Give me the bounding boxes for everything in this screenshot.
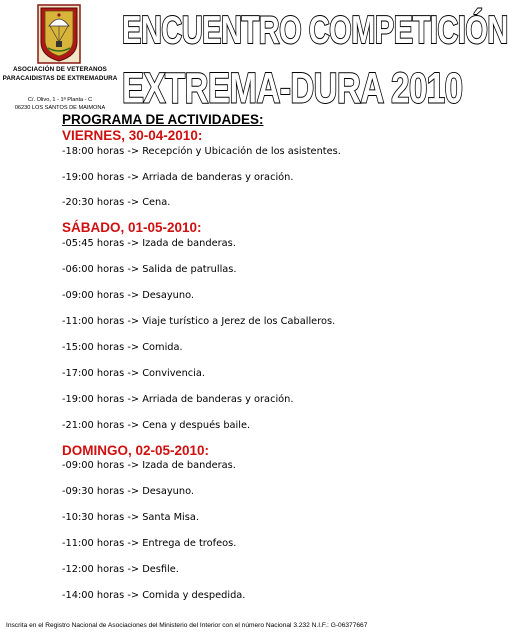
- organization-address: [0, 97, 120, 113]
- program-title: PROGRAMA DE ACTIVIDADES:: [62, 112, 264, 127]
- day-title-domingo: DOMINGO, 02-05-2010:: [62, 443, 210, 458]
- schedule-entry: -12:00 horas -> Desfile.: [62, 564, 179, 575]
- schedule-entry: -21:00 horas -> Cena y después baile.: [62, 420, 251, 431]
- event-title-line2: EXTREMA-DURA 2010: [122, 63, 463, 112]
- schedule-entry: -18:00 horas -> Recepción y Ubicación de los asistentes.: [62, 146, 341, 157]
- schedule-entry: -11:00 horas -> Entrega de trofeos.: [62, 538, 237, 549]
- address-line1: C/. Olivo, 1 - 1ª Planta - C: [27, 97, 93, 103]
- schedule-entry: -19:00 horas -> Arriada de banderas y oración.: [62, 172, 294, 183]
- organization-name-line1: ASOCIACIÓN DE VETERANOS: [13, 66, 107, 73]
- day-title-sabado: SÁBADO, 01-05-2010:: [62, 220, 202, 235]
- schedule-entry: -05:45 horas -> Izada de banderas.: [62, 238, 236, 249]
- schedule-entry: -09:30 horas -> Desayuno.: [62, 486, 195, 497]
- organization-name-line2: PARACAIDISTAS DE EXTREMADURA: [2, 74, 118, 82]
- schedule-entry: -06:00 horas -> Salida de patrullas.: [62, 264, 237, 275]
- schedule-entry: -10:30 horas -> Santa Misa.: [62, 512, 199, 523]
- schedule-entry: -14:00 horas -> Comida y despedida.: [62, 590, 246, 601]
- schedule-entry: -09:00 horas -> Desayuno.: [62, 290, 195, 301]
- schedule-entry: -09:00 horas -> Izada de banderas.: [62, 460, 236, 471]
- schedule-entry: -15:00 horas -> Comida.: [62, 342, 183, 353]
- schedule-entry: -17:00 horas -> Convivencia.: [62, 368, 206, 379]
- schedule-entry: -20:30 horas -> Cena.: [62, 197, 171, 208]
- schedule-entry: -19:00 horas -> Arriada de banderas y oración.: [62, 394, 294, 405]
- association-logo: [37, 4, 81, 64]
- registry-footer: Inscrita en el Registro Nacional de Asociaciones del Ministerio del Interior con el número Nacional 3.232 N.I.F.: G-06377667: [6, 622, 368, 629]
- schedule-entry: -11:00 horas -> Viaje turístico a Jerez de los Caballeros.: [62, 316, 336, 327]
- parachute-association-badge-icon: [37, 4, 81, 64]
- organization-name: [0, 66, 120, 84]
- event-title-line1: ENCUENTRO COMPETICIÓN: [122, 9, 508, 53]
- address-line2: 06230 LOS SANTOS DE MAIMONA: [14, 104, 106, 111]
- day-title-viernes: VIERNES, 30-04-2010:: [62, 128, 203, 143]
